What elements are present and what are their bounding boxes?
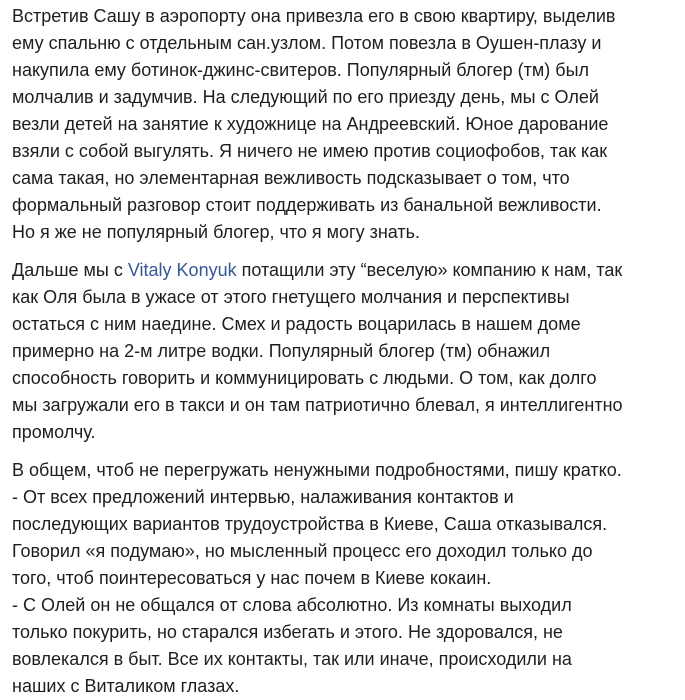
text-line: - От всех предложений интервью, налаживания контактов и <box>12 487 514 507</box>
text-line: Но я же не популярный блогер, что я могу знать. <box>12 222 421 242</box>
paragraph-1 <box>12 3 675 246</box>
paragraph-2 <box>12 257 675 446</box>
text-line: способность говорить и коммуницировать с людьми. О том, как долго <box>12 368 597 388</box>
text-line: В общем, чтоб не перегружать ненужными подробностями, пишу кратко. <box>12 460 622 480</box>
text-line: Говорил «я подумаю», но мысленный процесс его доходил только до <box>12 541 593 561</box>
mention-link-vitaly-konyuk[interactable]: Vitaly Konyuk <box>127 260 237 280</box>
text-line-with-mention <box>12 257 675 284</box>
text-segment: потащили эту “веселую» компанию к нам, так <box>236 260 623 280</box>
text-line: остаться с ним наедине. Смех и радость воцарилась в нашем доме <box>12 314 581 334</box>
text-line: - С Олей он не общался от слова абсолютно. Из комнаты выходил <box>12 595 572 615</box>
text-line: примерно на 2-м литре водки. Популярный блогер (тм) обнажил <box>12 341 551 361</box>
text-line: накупила ему ботинок-джинс-свитеров. Популярный блогер (тм) был <box>12 60 590 80</box>
text-line: формальный разговор стоит поддерживать из банальной вежливости. <box>12 195 602 215</box>
text-line: везли детей на занятие к художнице на Андреевский. Юное дарование <box>12 114 609 134</box>
text-line: только покурить, но старался избегать и этого. Не здоровался, не <box>12 622 563 642</box>
text-line: взяли с собой выгулять. Я ничего не имею против социофобов, так как <box>12 141 608 161</box>
text-line: сама такая, но элементарная вежливость подсказывает о том, что <box>12 168 570 188</box>
text-line: промолчу. <box>12 422 96 442</box>
text-line: ему спальню с отдельным сан.узлом. Потом повезла в Оушен-плазу и <box>12 33 602 53</box>
paragraph-3 <box>12 457 675 700</box>
text-line: последующих вариантов трудоустройства в Киеве, Саша отказывался. <box>12 514 608 534</box>
text-line: как Оля была в ужасе от этого гнетущего молчания и перспективы <box>12 287 570 307</box>
text-line: мы загружали его в такси и он там патриотично блевал, я интеллигентно <box>12 395 623 415</box>
text-line: того, чтоб поинтересоваться у нас почем в Киеве кокаин. <box>12 568 492 588</box>
text-line: вовлекался в быт. Все их контакты, так или иначе, происходили на <box>12 649 572 669</box>
text-line: Встретив Сашу в аэропорту она привезла его в свою квартиру, выделив <box>12 6 616 26</box>
text-segment: Дальше мы с <box>12 260 128 280</box>
text-line: наших с Виталиком глазах. <box>12 676 240 696</box>
text-line: молчалив и задумчив. На следующий по его приезду день, мы с Олей <box>12 87 599 107</box>
